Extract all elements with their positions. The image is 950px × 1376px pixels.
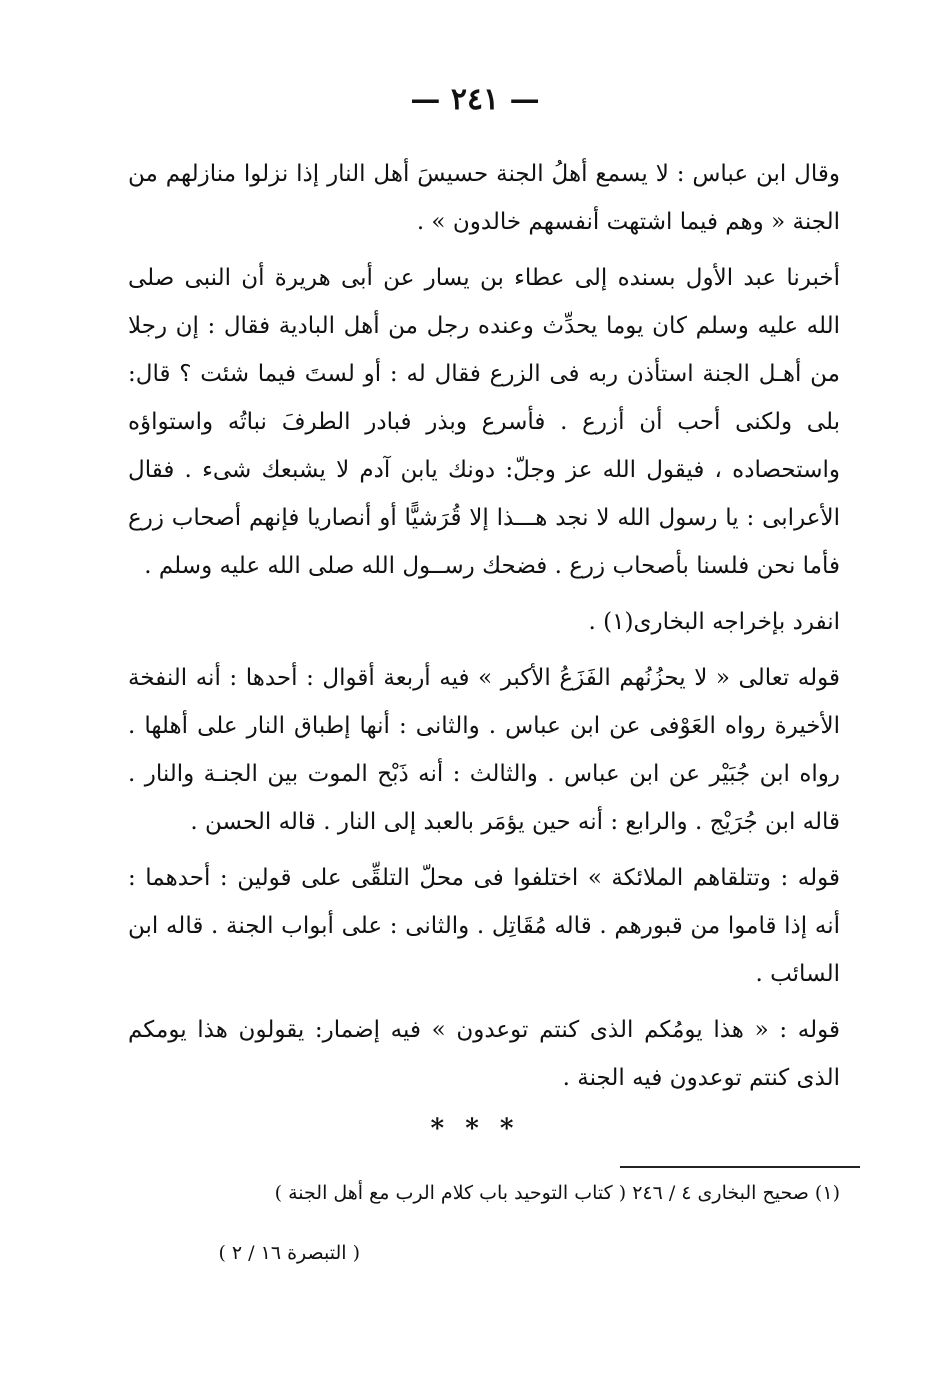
footnote: (١) صحيح البخارى ٤ / ٢٤٦ ( كتاب التوحيد باب كلام الرب مع أهل الجنة ) [274, 1182, 840, 1204]
footnote-divider [620, 1166, 860, 1168]
paragraph-bukhari-note: انفرد بإخراجه البخارى(١) . [588, 609, 840, 635]
paragraph-angels-meet: قوله : وتتلقاهم الملائكة » اختلفوا فى محلّ التلقِّى على قولين : أحدهما : أنه إذا قاموا من قبورهم . قاله مُقَاتِل . والثانى : على أبواب الجنة . قاله ابن السائب . [128, 865, 840, 987]
paragraph-ibn-abbas: وقال ابن عباس : لا يسمع أهلُ الجنة حسيسَ أهل النار إذا نزلوا منازلهم من الجنة « وهم فيما اشتهت أنفسهم خالدون » . [128, 161, 840, 235]
body-text [128, 150, 840, 1110]
paragraph-hadith: أخبرنا عبد الأول بسنده إلى عطاء بن يسار عن أبى هريرة أن النبى صلى الله عليه وسلم كان يوما يحدِّث وعنده رجل من أهل البادية فقال : إن رجلا من أهـل الجنة استأذن ربه فى الزرع فقال له : أو لستَ فيما شئت ؟ قال: بلى ولكنى أحب أن أزرع . فأسرع وبذر فبادر الطرفَ نباتُه واستواؤه واستحصاده ، فيقول الله عز وجلّ: دونك يابن آدم لا يشبعك شىء . فقال الأعرابى : يا رسول الله لا نجد هـــذا إلا قُرَشيًّا أو أنصاريا فإنهم أصحاب زرع فأما نحن فلسنا بأصحاب زرع . فضحك رســول الله صلى الله عليه وسلم . [128, 265, 840, 579]
paragraph-this-is-your-day: قوله : « هذا يومُكم الذى كنتم توعدون » فيه إضمار: يقولون هذا يومكم الذى كنتم توعدون فيه الجنة . [128, 1017, 840, 1091]
section-ornament: * * * [430, 1114, 520, 1144]
page-number: — ٢٤١ — [410, 82, 540, 117]
page-signature: ( التبصرة ١٦ / ٢ ) [218, 1242, 360, 1264]
paragraph-greatest-terror: قوله تعالى « لا يحزُنُهم الفَزَعُ الأكبر » فيه أربعة أقوال : أحدها : أنه النفخة الأخيرة رواه العَوْفى عن ابن عباس . والثانى : أنها إطباق النار على أهلها . رواه ابن جُبَيْر عن ابن عباس . والثالث : أنه ذَبْح الموت بين الجنـة والنار . قاله ابن جُرَيْج . والرابع : أنه حين يؤمَر بالعبد إلى النار . قاله الحسن . [128, 665, 840, 835]
